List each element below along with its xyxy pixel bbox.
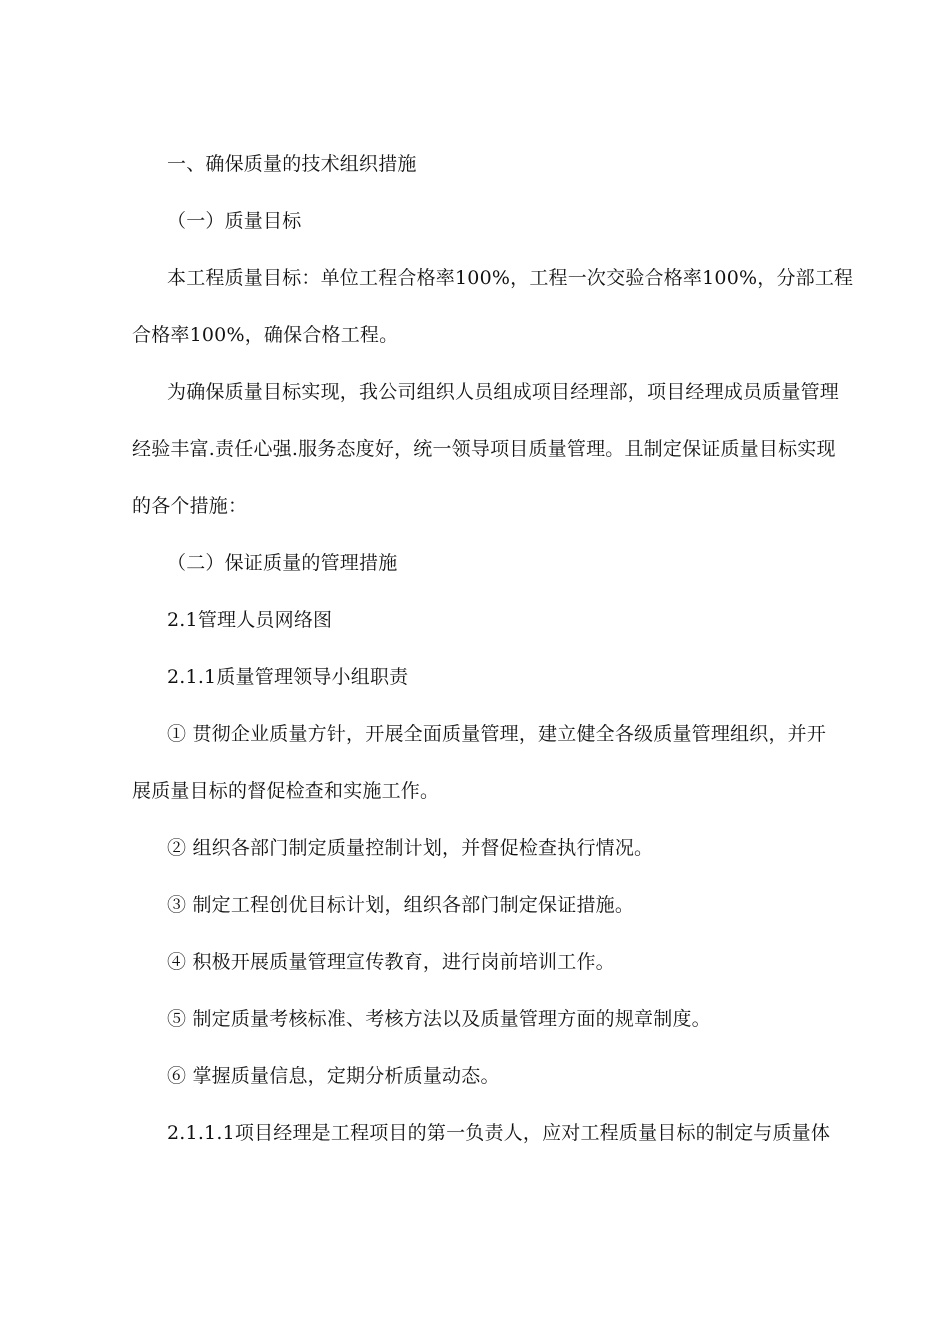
subsection-heading: （一）质量目标 xyxy=(167,210,302,232)
paragraph-line: 的各个措施： xyxy=(132,495,248,517)
paragraph-line: 本工程质量目标：单位工程合格率100%，工程一次交验合格率100%，分部工程 xyxy=(167,267,854,289)
list-item: ④ 积极开展质量管理宣传教育，进行岗前培训工作。 xyxy=(167,951,615,973)
section-heading: 一、确保质量的技术组织措施 xyxy=(167,153,417,175)
list-item: ③ 制定工程创优目标计划，组织各部门制定保证措施。 xyxy=(167,894,635,916)
list-item: ⑥ 掌握质量信息，定期分析质量动态。 xyxy=(167,1065,500,1087)
paragraph-line: 经验丰富.责任心强.服务态度好，统一领导项目质量管理。且制定保证质量目标实现 xyxy=(132,438,836,460)
list-item: ② 组织各部门制定质量控制计划，并督促检查执行情况。 xyxy=(167,837,654,859)
numbered-heading: 2.1.1质量管理领导小组职责 xyxy=(167,666,409,688)
numbered-heading: 2.1管理人员网络图 xyxy=(167,609,333,631)
list-item: ① 贯彻企业质量方针，开展全面质量管理，建立健全各级质量管理组织，并开 xyxy=(167,723,827,745)
list-item: ⑤ 制定质量考核标准、考核方法以及质量管理方面的规章制度。 xyxy=(167,1008,711,1030)
paragraph-line: 为确保质量目标实现，我公司组织人员组成项目经理部，项目经理成员质量管理 xyxy=(167,381,840,403)
paragraph-line: 2.1.1.1项目经理是工程项目的第一负责人，应对工程质量目标的制定与质量体 xyxy=(167,1122,831,1144)
subsection-heading: （二）保证质量的管理措施 xyxy=(167,552,398,574)
paragraph-line: 合格率100%，确保合格工程。 xyxy=(132,324,399,346)
list-item-continuation: 展质量目标的督促检查和实施工作。 xyxy=(132,780,440,802)
